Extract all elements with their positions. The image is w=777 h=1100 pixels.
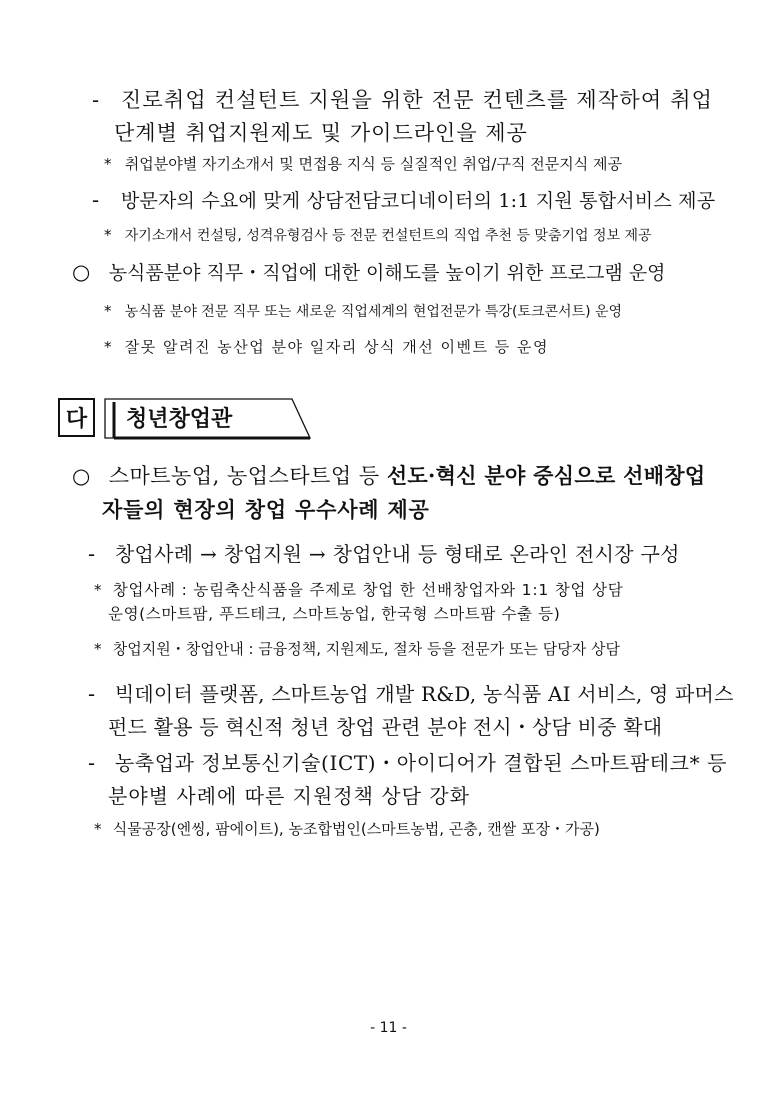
note-text: 자기소개서 컨설팅, 성격유형검사 등 전문 컨설턴트의 직업 추천 등 맞춤기업 정보 제공 [124,228,652,244]
item-b3 [88,538,680,567]
item-text-bold: 선도·혁신 분야 중심으로 선배창업 [386,463,706,488]
item-b10 [108,780,470,809]
item-a2 [114,117,528,147]
item-text: 방문자의 수요에 맞게 상담전담코디네이터의 1:1 지원 통합서비스 제공 [120,190,716,212]
circle-marker: ○ [72,260,91,284]
asterisk-marker: * [104,155,112,173]
note-text: 농식품 분야 전문 직무 또는 새로운 직업세계의 현업전문가 특강(토크콘서트) 운영 [124,304,623,320]
asterisk-marker: * [104,338,112,356]
item-b7 [88,678,734,707]
item-text-bold: 자들의 현장의 창업 우수사례 제공 [102,497,430,522]
item-text: 진로취업 컨설턴트 지원을 위한 전문 컨텐츠를 제작하여 취업 [120,88,714,112]
item-text-regular: 스마트농업, 농업스타트업 등 [108,464,387,488]
item-b9 [88,747,727,776]
item-a1 [92,84,713,114]
item-text: 분야별 사례에 따른 지원정책 상담 강화 [108,784,470,808]
item-text: 창업사례 → 창업지원 → 창업안내 등 형태로 온라인 전시장 구성 [114,542,680,566]
note-b11 [94,818,600,839]
dash-marker: - [88,751,96,775]
item-b8 [108,711,662,740]
page-number: - 11 - [370,1020,407,1036]
note-text: 운영(스마트팜, 푸드테크, 스마트농업, 한국형 스마트팜 수출 등) [108,605,561,623]
item-text: 펀드 활용 등 혁신적 청년 창업 관련 분야 전시・상담 비중 확대 [108,715,663,739]
section-letter: 다 [65,407,88,432]
item-text: 단계별 취업지원제도 및 가이드라인을 제공 [114,121,528,145]
item-text: 농식품분야 직무・직업에 대한 이해도를 높이기 위한 프로그램 운영 [108,262,666,284]
note-b4 [94,578,624,600]
asterisk-marker: * [104,302,112,320]
note-text: 창업사례 : 농림축산식품을 주제로 창업 한 선배창업자와 1:1 창업 상담 [112,581,624,599]
note-text: 잘못 알려진 농산업 분야 일자리 상식 개선 이벤트 등 운영 [124,338,549,356]
item-a6 [72,258,666,285]
asterisk-marker: * [94,581,102,599]
note-text: 창업지원・창업안내 : 금융정책, 지원제도, 절차 등을 전문가 또는 담당자 상담 [112,640,620,658]
asterisk-marker: * [94,820,102,838]
note-b5 [108,602,560,624]
circle-marker: ○ [72,464,91,488]
dash-marker: - [88,682,96,706]
section-title-tab [104,398,314,440]
note-a3 [104,153,622,174]
dash-marker: - [92,188,100,212]
item-b2 [102,494,430,524]
asterisk-marker: * [104,226,112,244]
asterisk-marker: * [94,640,102,658]
note-a5 [104,225,652,245]
section-letter-box [58,398,95,437]
note-a7 [104,301,622,321]
note-text: 취업분야별 자기소개서 및 면접용 지식 등 실질적인 취업/구직 전문지식 제공 [124,155,622,173]
item-text: 농축업과 정보통신기술(ICT)・아이디어가 결합된 스마트팜테크* 등 [114,751,728,775]
note-text: 식물공장(엔씽, 팜에이트), 농조합법인(스마트농법, 곤충, 캔쌀 포장・가공) [112,820,600,838]
section-title: 청년창업관 [126,407,233,432]
item-text: 빅데이터 플랫폼, 스마트농업 개발 R&D, 농식품 AI 서비스, 영 파머스 [114,682,734,706]
item-b1 [72,460,705,490]
note-b6 [94,638,620,659]
dash-marker: - [92,88,100,112]
note-a8 [104,336,549,357]
item-a4 [92,186,715,213]
dash-marker: - [88,542,96,566]
